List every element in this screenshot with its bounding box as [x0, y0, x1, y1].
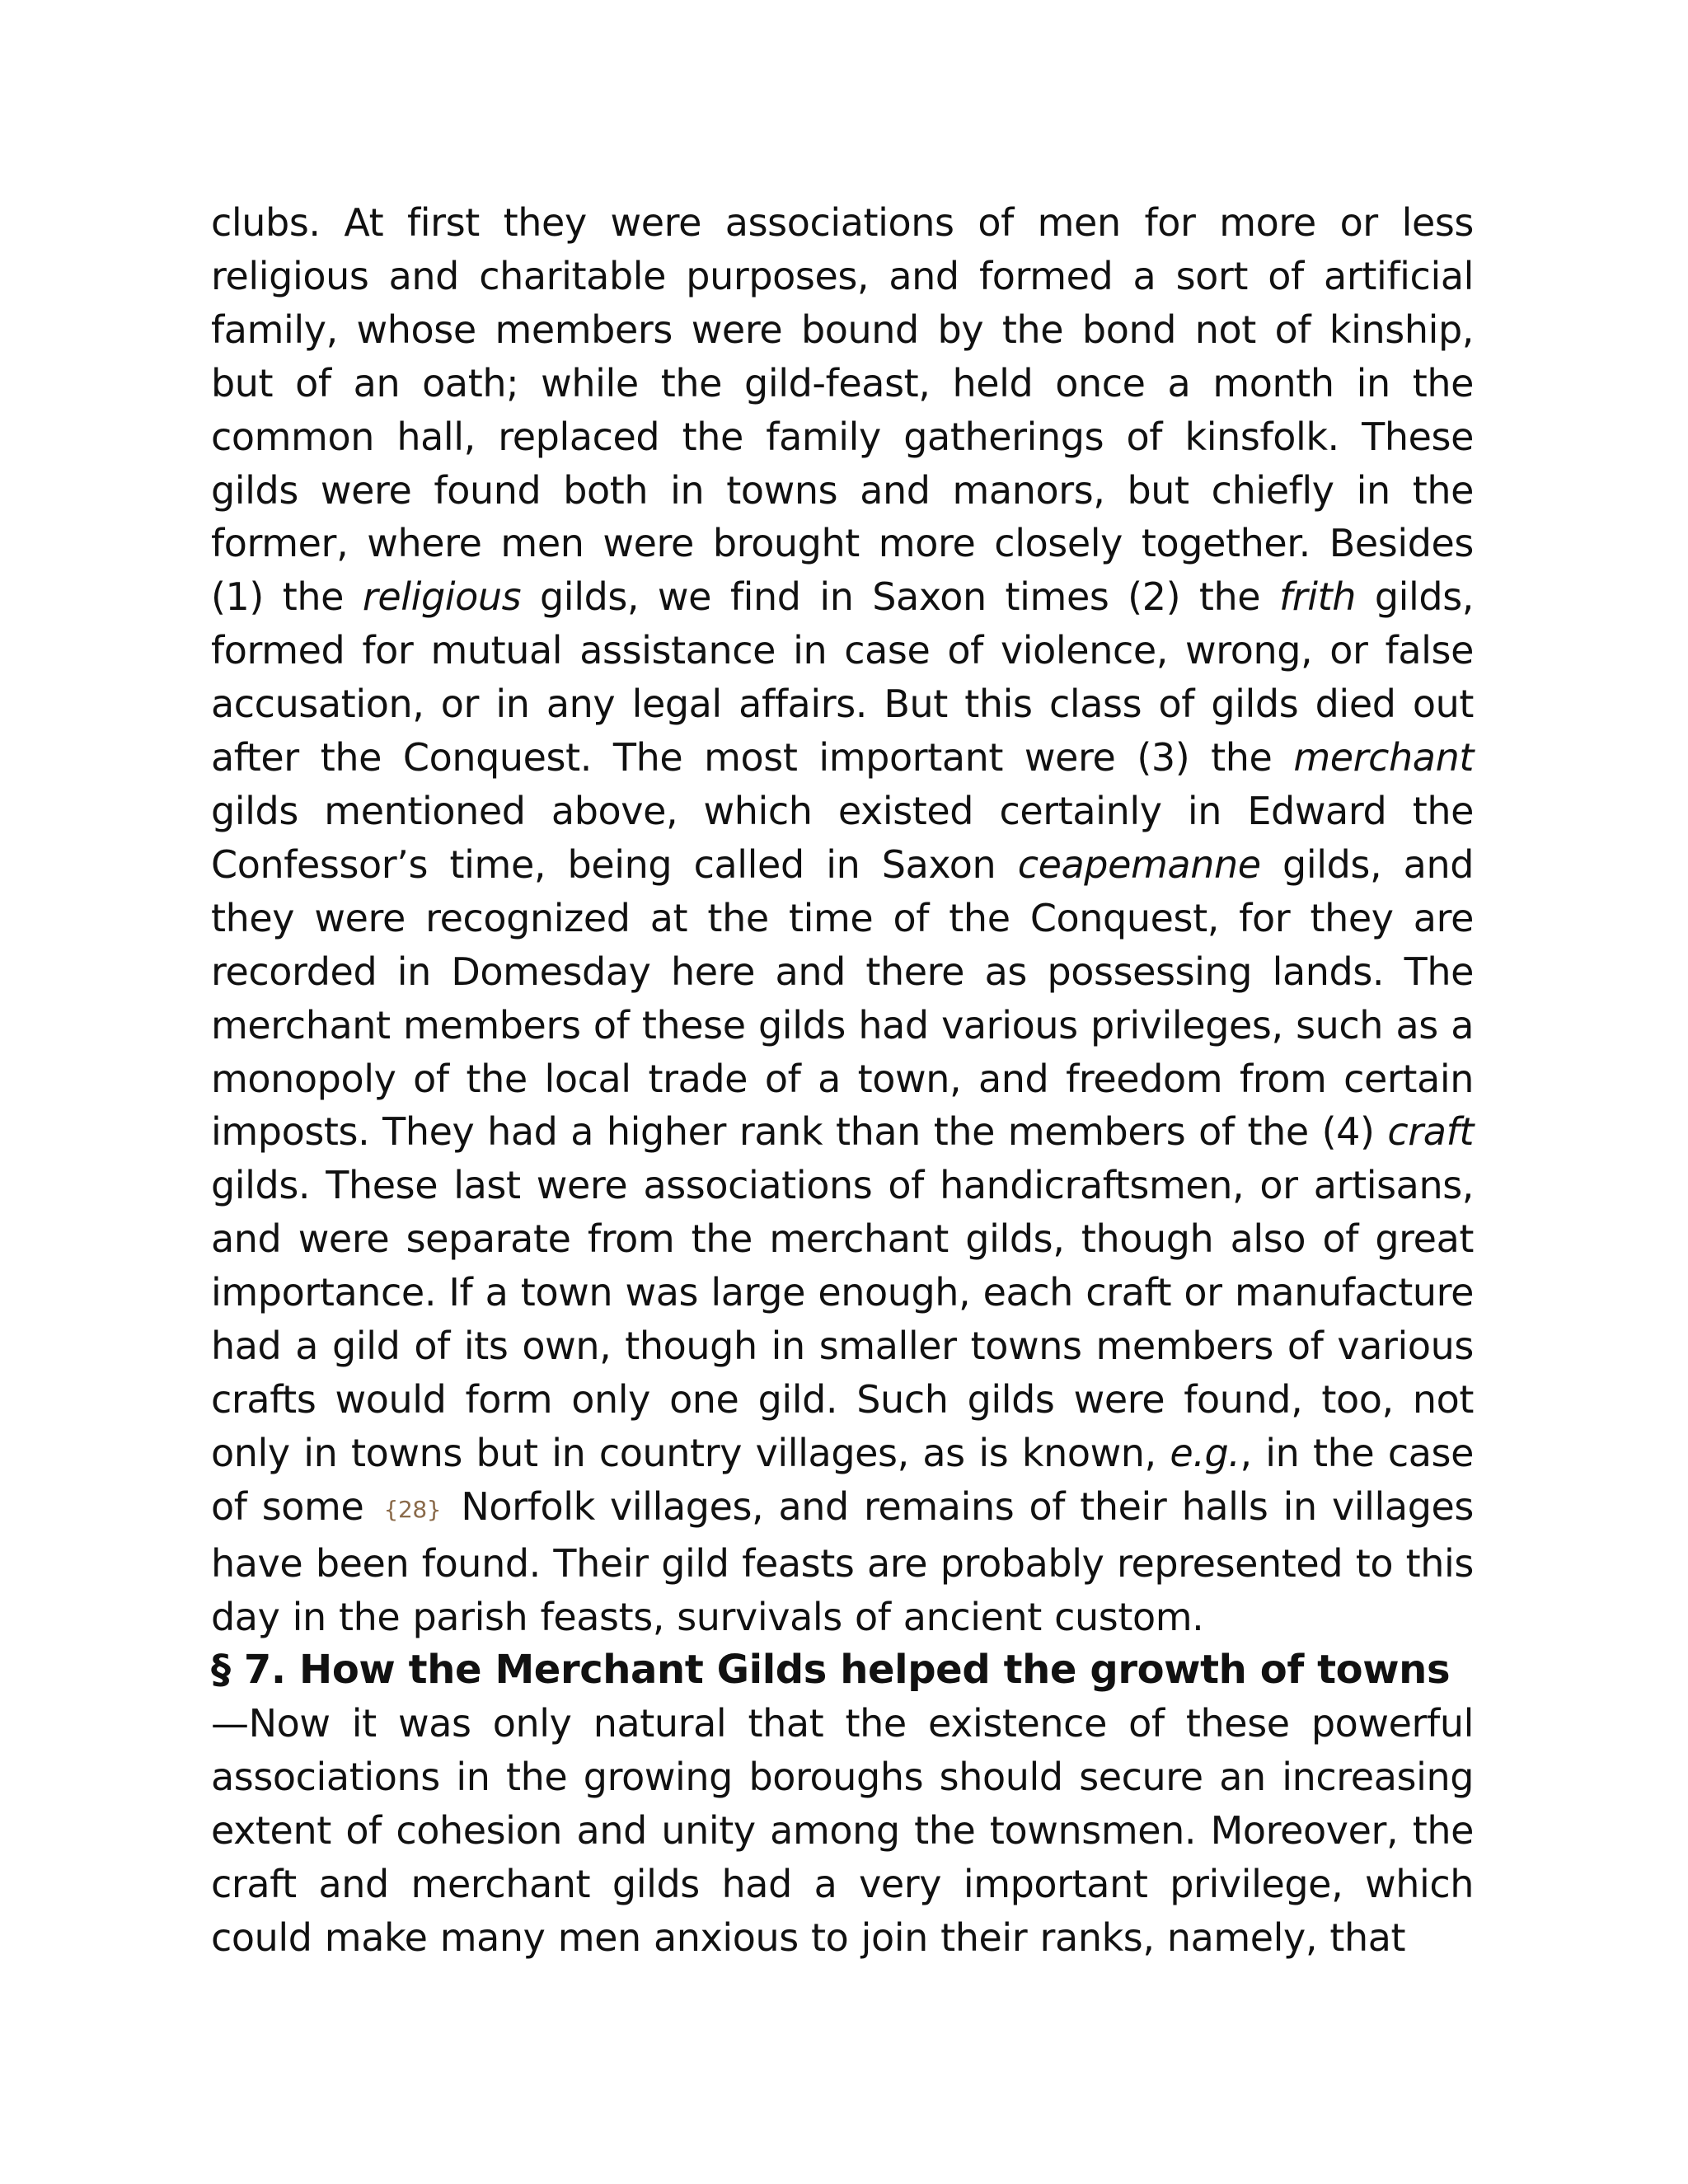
italic-term-religious: religious: [362, 574, 522, 620]
page-number-marker[interactable]: {28}: [383, 1495, 442, 1523]
text-run: gilds. These last were associations of handicraftsmen, or artisans, and were separate from the merchant gilds, though also of great importance. If a town was large enough, each craft or manufacture had a gild of its own, though in smaller towns members of various crafts would form only one gild. Such gilds were found, too, not only in towns but in country villages, as is known,: [211, 1163, 1474, 1475]
text-run: gilds, and they were recognized at the time of the Conquest, for they are recorded in Domesday here and there as possessing lands. The merchant members of these gilds had various privileges, such as a monopoly of the local trade of a town, and freedom from certain imposts. They had a higher rank than the members of the (4): [211, 841, 1474, 1155]
paragraph-section-7: [211, 1697, 1474, 1965]
text-run: —Now it was only natural that the existence of these powerful associations in the growing boroughs should secure an increasing extent of cohesion and unity among the townsmen. Moreover, the craft and merchant gilds had a very important privilege, which could make many men anxious to join their ranks, namely, that: [211, 1701, 1474, 1960]
text-run: gilds, we find in Saxon times (2) the: [521, 574, 1279, 620]
italic-term-merchant: merchant: [1293, 735, 1474, 780]
paragraph-gild-types: [211, 196, 1474, 1643]
text-run: clubs. At first they were associations of men for more or less religious and charitable purposes, and formed a sort of artificial family, whose members were bound by the bond not of kinship, but of an oath; while the gild-feast, held once a month in the common hall, replaced the family gatherings of kinsfolk. These gilds were found both in towns and manors, but chiefly in the former, where men were brought more closely together. Besides (1) the: [211, 200, 1474, 620]
italic-term-ceapemanne: ceapemanne: [1017, 841, 1261, 887]
text-run: Norfolk villages, and remains of their halls in villages have been found. Their gild feasts are probably represented to this day in the parish feasts, survivals of ancient custom.: [211, 1483, 1474, 1639]
text-run: , in the case of some: [211, 1430, 1474, 1529]
italic-term-frith: frith: [1278, 574, 1357, 620]
page-body: [211, 196, 1474, 1965]
italic-abbrev-eg: e.g.: [1170, 1430, 1240, 1475]
italic-term-craft: craft: [1387, 1109, 1474, 1155]
text-run: gilds mentioned above, which existed certainly in Edward the Confessor’s time, being called in Saxon: [211, 788, 1474, 887]
section-heading: § 7. How the Merchant Gilds helped the growth of towns: [211, 1647, 1451, 1694]
text-run: gilds, formed for mutual assistance in case of violence, wrong, or false accusation, or in any legal affairs. But this class of gilds died out after the Conquest. The most important were (3) the: [211, 574, 1474, 780]
